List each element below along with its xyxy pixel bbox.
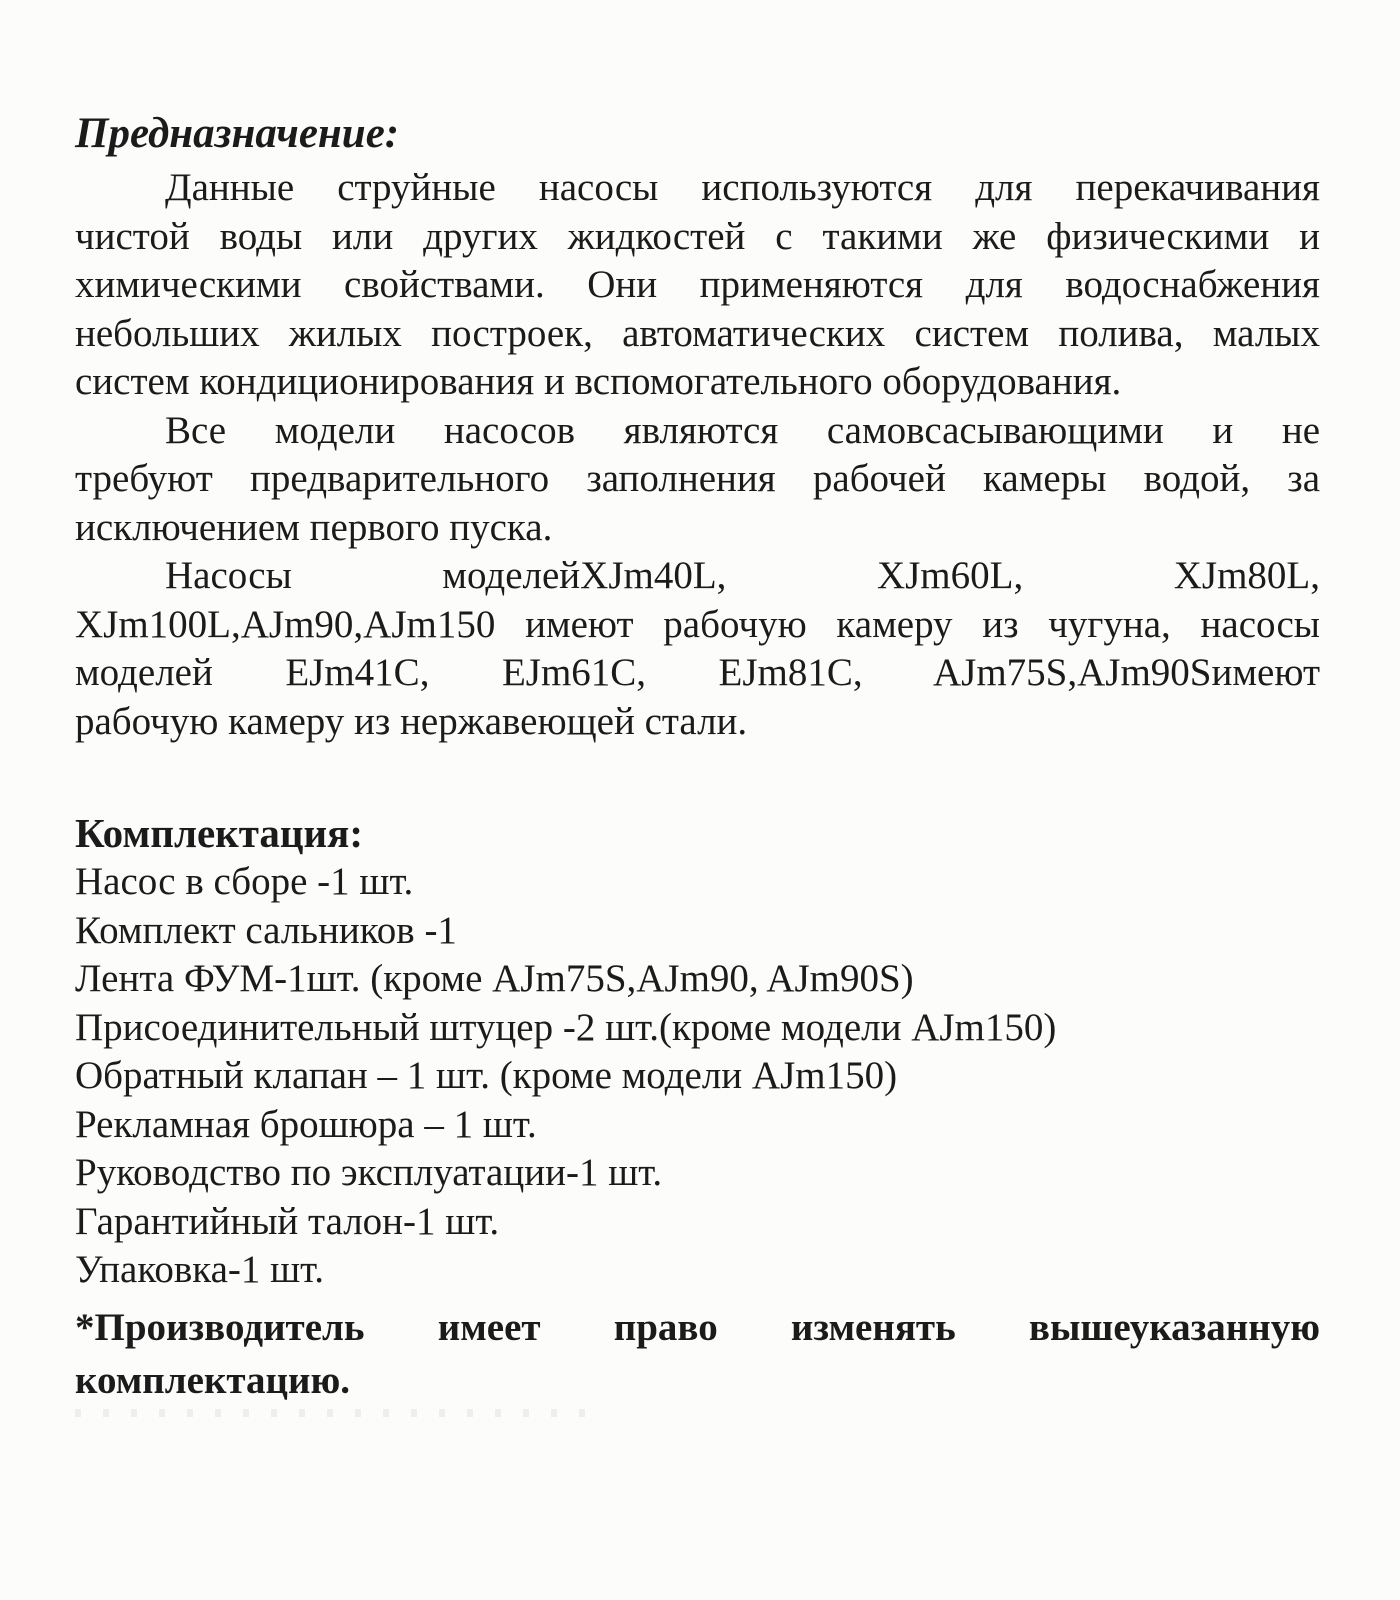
text-line: Насосы моделейXJm40L, XJm60L, XJm80L,: [165, 554, 1320, 597]
text-line: исключением первого пуска.: [75, 505, 553, 549]
text-line: *Производитель имеет право изменять вышеуказанную: [75, 1305, 1320, 1349]
text-line: моделей EJm41C, EJm61C, EJm81C, AJm75S,AJm90Sимеют: [75, 651, 1320, 694]
purpose-heading: Предназначение:: [75, 110, 400, 157]
list-item: Руководство по эксплуатации-1 шт.: [75, 1151, 663, 1194]
purpose-paragraph-1: [75, 164, 1320, 407]
text-line: чистой воды или других жидкостей с такими же физическими и: [75, 214, 1320, 258]
purpose-paragraph-3: [75, 552, 1320, 746]
manufacturer-note: [75, 1301, 1320, 1407]
list-item: Лента ФУМ-1шт. (кроме AJm75S,AJm90, AJm90S): [75, 957, 914, 1000]
text-line: Данные струйные насосы используются для перекачивания: [165, 166, 1320, 209]
list-item: Упаковка-1 шт.: [75, 1248, 325, 1291]
text-line: небольших жилых построек, автоматических систем полива, малых: [75, 311, 1320, 355]
text-line: Все модели насосов являются самовсасывающими и не: [165, 408, 1320, 452]
scan-noise-strip: [75, 1409, 595, 1417]
text-line: рабочую камеру из нержавеющей стали.: [75, 699, 748, 743]
list-item: Комплект сальников -1: [75, 908, 457, 952]
text-line: требуют предварительного заполнения рабочей камеры водой, за: [75, 457, 1320, 500]
text-line: систем кондиционирования и вспомогательного оборудования.: [75, 360, 1122, 403]
list-item: Насос в сборе -1 шт.: [75, 860, 414, 903]
list-item: Присоединительный штуцер -2 шт.(кроме модели AJm150): [75, 1005, 1057, 1049]
text-line: химическими свойствами. Они применяются для водоснабжения: [75, 263, 1320, 306]
text-line: комплектацию.: [75, 1358, 351, 1402]
text-line: XJm100L,AJm90,AJm150 имеют рабочую камеру из чугуна, насосы: [75, 602, 1320, 646]
package-list: [75, 858, 1320, 1295]
purpose-paragraph-2: [75, 407, 1320, 553]
list-item: Обратный клапан – 1 шт. (кроме модели AJm150): [75, 1054, 898, 1097]
list-item: Рекламная брошюра – 1 шт.: [75, 1102, 537, 1146]
package-heading: Комплектация:: [75, 810, 364, 856]
list-item: Гарантийный талон-1 шт.: [75, 1199, 500, 1243]
